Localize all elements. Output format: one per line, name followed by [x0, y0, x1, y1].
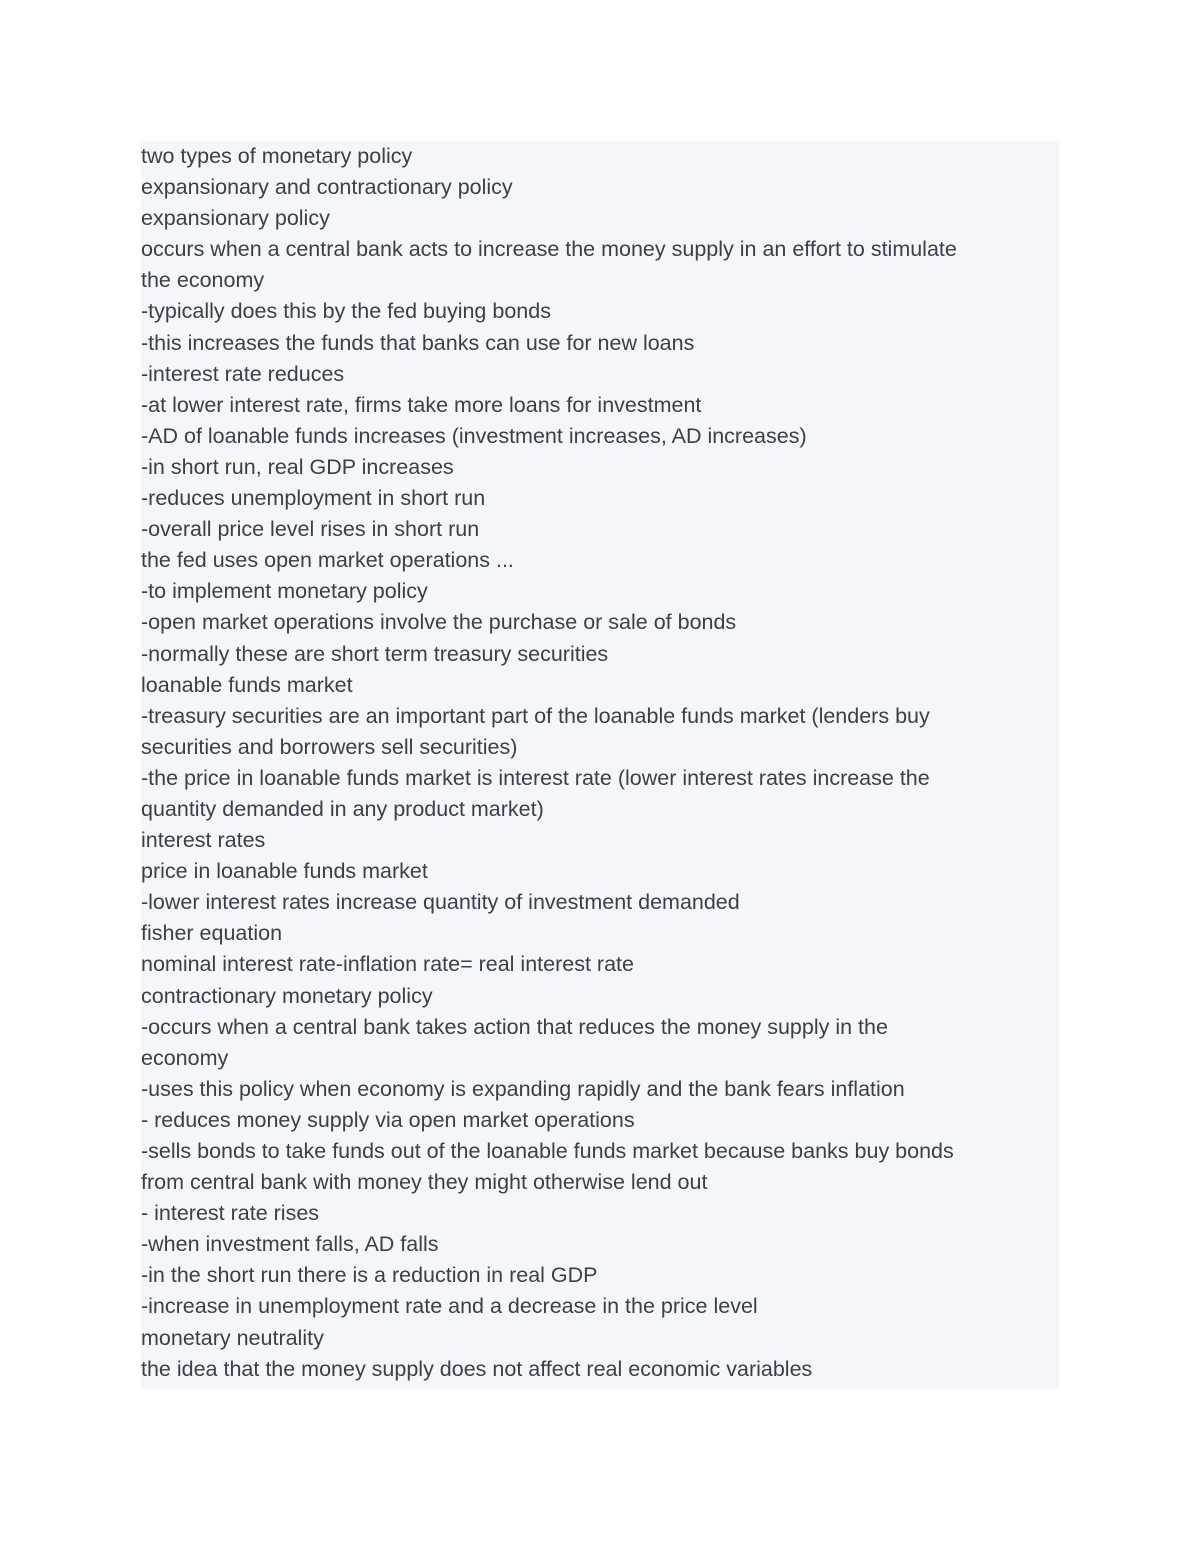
note-line: -AD of loanable funds increases (investment increases, AD increases)	[141, 423, 807, 448]
note-line: -sells bonds to take funds out of the loanable funds market because banks buy bonds	[141, 1139, 954, 1163]
note-line: -uses this policy when economy is expanding rapidly and the bank fears inflation	[141, 1076, 905, 1101]
note-line: -overall price level rises in short run	[141, 517, 480, 542]
note-line: the fed uses open market operations ...	[141, 548, 514, 573]
note-line: loanable funds market	[141, 672, 353, 697]
note-line: -at lower interest rate, firms take more loans for investment	[141, 392, 702, 417]
note-line: -the price in loanable funds market is interest rate (lower interest rates increase the	[141, 765, 930, 790]
note-line: price in loanable funds market	[141, 859, 428, 884]
note-line: interest rates	[141, 828, 266, 853]
notes-text-block	[141, 141, 1059, 1389]
note-line: two types of monetary policy	[141, 144, 413, 168]
note-line: -in the short run there is a reduction in real GDP	[141, 1263, 598, 1288]
note-line: -typically does this by the fed buying bonds	[141, 299, 551, 324]
note-line: the idea that the money supply does not affect real economic variables	[141, 1356, 813, 1381]
note-line: fisher equation	[141, 921, 283, 946]
note-line: -this increases the funds that banks can use for new loans	[141, 330, 695, 355]
note-line: -open market operations involve the purchase or sale of bonds	[141, 610, 737, 635]
note-line: - reduces money supply via open market operations	[141, 1107, 635, 1132]
note-line: -normally these are short term treasury securities	[141, 641, 609, 666]
note-line: - interest rate rises	[141, 1201, 320, 1226]
note-line: quantity demanded in any product market)	[141, 796, 544, 821]
note-line: -in short run, real GDP increases	[141, 454, 454, 479]
note-line: occurs when a central bank acts to increase the money supply in an effort to stimulate	[141, 237, 957, 262]
note-line: expansionary and contractionary policy	[141, 175, 513, 200]
note-line: -increase in unemployment rate and a decrease in the price level	[141, 1294, 758, 1319]
note-line: contractionary monetary policy	[141, 983, 433, 1008]
note-line: monetary neutrality	[141, 1325, 324, 1350]
note-line: -reduces unemployment in short run	[141, 486, 486, 511]
note-line: securities and borrowers sell securities)	[141, 734, 518, 759]
note-line: nominal interest rate-inflation rate= real interest rate	[141, 952, 634, 977]
note-line: -treasury securities are an important part of the loanable funds market (lenders buy	[141, 703, 930, 728]
note-line: the economy	[141, 268, 265, 293]
note-line: -occurs when a central bank takes action that reduces the money supply in the	[141, 1014, 888, 1039]
note-line: -interest rate reduces	[141, 361, 345, 386]
note-line: from central bank with money they might otherwise lend out	[141, 1170, 708, 1195]
note-line: economy	[141, 1045, 229, 1070]
note-line: -to implement monetary policy	[141, 579, 428, 604]
note-line: -when investment falls, AD falls	[141, 1232, 439, 1257]
note-line: -lower interest rates increase quantity of investment demanded	[141, 890, 740, 915]
notes-list	[141, 141, 1059, 1385]
note-line: expansionary policy	[141, 206, 330, 231]
